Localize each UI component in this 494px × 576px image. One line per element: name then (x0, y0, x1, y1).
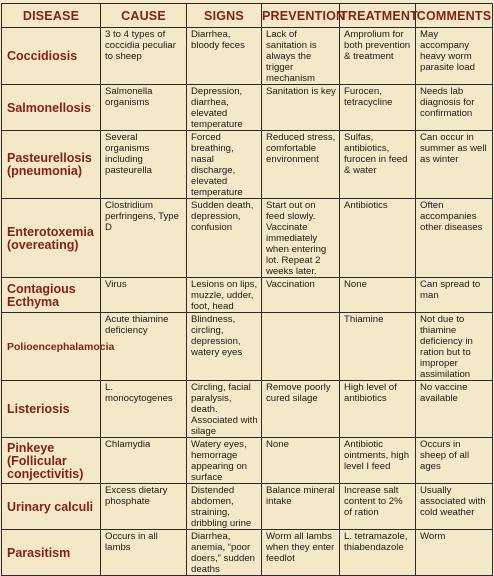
prevention-cell: Vaccination (262, 278, 340, 313)
disease-cell: Contagious Ecthyma (2, 278, 101, 313)
comments-cell: Worm (416, 530, 493, 576)
prevention-cell: Reduced stress, comfortable environment (262, 131, 340, 199)
disease-cell: Pasteurellosis (pneumonia) (2, 131, 101, 199)
disease-cell: Pinkeye (Follicular conjectivitis) (2, 438, 101, 484)
prevention-cell: Start out on feed slowly. Vaccinate immediately when entering lot. Repeat 2 weeks later. (262, 199, 340, 278)
cause-cell: Several organisms including pasteurella (101, 131, 187, 199)
treatment-cell: Furocen, tetracycline (340, 85, 416, 131)
table-row (2, 484, 493, 530)
cause-cell: Excess dietary phosphate (101, 484, 187, 530)
comments-cell: May accompany heavy worm parasite load (416, 28, 493, 85)
prevention-cell: Remove poorly cured silage (262, 381, 340, 438)
treatment-cell: Sulfas, antibiotics, furocen in feed & water (340, 131, 416, 199)
comments-cell: Occurs in sheep of all ages (416, 438, 493, 484)
cause-cell: Chlamydia (101, 438, 187, 484)
cause-cell: 3 to 4 types of coccidia peculiar to sheep (101, 28, 187, 85)
prevention-cell: Worm all lambs when they enter feedlot (262, 530, 340, 576)
cause-cell: L. monocytogenes (101, 381, 187, 438)
cause-cell: Clostridium perfringens, Type D (101, 199, 187, 278)
table-row (2, 278, 493, 313)
disease-cell: Enterotoxemia (overeating) (2, 199, 101, 278)
table-row (2, 313, 493, 381)
signs-cell: Diarrhea, bloody feces (187, 28, 262, 85)
signs-cell: Depression, diarrhea, elevated temperature (187, 85, 262, 131)
header-signs: SIGNS (187, 4, 262, 28)
treatment-cell: Antibiotics (340, 199, 416, 278)
signs-cell: Distended abdomen, straining, dribbling urine (187, 484, 262, 530)
disease-cell: Coccidiosis (2, 28, 101, 85)
cause-cell: Occurs in all lambs (101, 530, 187, 576)
prevention-cell: Sanitation is key (262, 85, 340, 131)
comments-cell: Not due to thiamine deficiency in ration but to improper assimilation (416, 313, 493, 381)
table-row (2, 530, 493, 576)
treatment-cell: None (340, 278, 416, 313)
header-treatment: TREATMENT (340, 4, 416, 28)
prevention-cell: Lack of sanitation is always the trigger mechanism (262, 28, 340, 85)
cause-cell: Acute thiamine deficiency (101, 313, 187, 381)
comments-cell: Can occur in summer as well as winter (416, 131, 493, 199)
treatment-cell: Antibiotic ointments, high level I feed (340, 438, 416, 484)
header-disease: DISEASE (2, 4, 101, 28)
table-row (2, 381, 493, 438)
disease-cell: Listeriosis (2, 381, 101, 438)
disease-cell: Urinary calculi (2, 484, 101, 530)
table-row (2, 131, 493, 199)
signs-cell: Watery eyes, hemorrage appearing on surface (187, 438, 262, 484)
comments-cell: Often accompanies other diseases (416, 199, 493, 278)
comments-cell: Can spread to man (416, 278, 493, 313)
signs-cell: Blindness, circling, depression, watery eyes (187, 313, 262, 381)
table-row (2, 85, 493, 131)
prevention-cell: None (262, 438, 340, 484)
disease-cell: Salmonellosis (2, 85, 101, 131)
prevention-cell: Balance mineral intake (262, 484, 340, 530)
header-row (2, 4, 493, 28)
prevention-cell (262, 313, 340, 381)
comments-cell: No vaccine available (416, 381, 493, 438)
signs-cell: Diarrhea, anemia, “poor doers,” sudden deaths (187, 530, 262, 576)
comments-cell: Usually associated with cold weather (416, 484, 493, 530)
treatment-cell: Amprolium for both prevention & treatment (340, 28, 416, 85)
treatment-cell: High level of antibiotics (340, 381, 416, 438)
treatment-cell: Increase salt content to 2% of ration (340, 484, 416, 530)
signs-cell: Forced breathing, nasal discharge, elevated temperature (187, 131, 262, 199)
sheep-disease-table (1, 3, 493, 576)
signs-cell: Lesions on lips, muzzle, udder, foot, head (187, 278, 262, 313)
header-cause: CAUSE (101, 4, 187, 28)
treatment-cell: L. tetramazole, thiabendazole (340, 530, 416, 576)
comments-cell: Needs lab diagnosis for confirmation (416, 85, 493, 131)
disease-cell: Parasitism (2, 530, 101, 576)
cause-cell: Salmonella organisms (101, 85, 187, 131)
table-row (2, 28, 493, 85)
cause-cell: Virus (101, 278, 187, 313)
table-row (2, 438, 493, 484)
header-prevention: PREVENTION (262, 4, 340, 28)
signs-cell: Sudden death, depression, confusion (187, 199, 262, 278)
header-comments: COMMENTS (416, 4, 493, 28)
treatment-cell: Thiamine (340, 313, 416, 381)
signs-cell: Circling, facial paralysis, death. Associated with silage (187, 381, 262, 438)
disease-cell: Polioencephalamocia (2, 313, 101, 381)
table-row (2, 199, 493, 278)
